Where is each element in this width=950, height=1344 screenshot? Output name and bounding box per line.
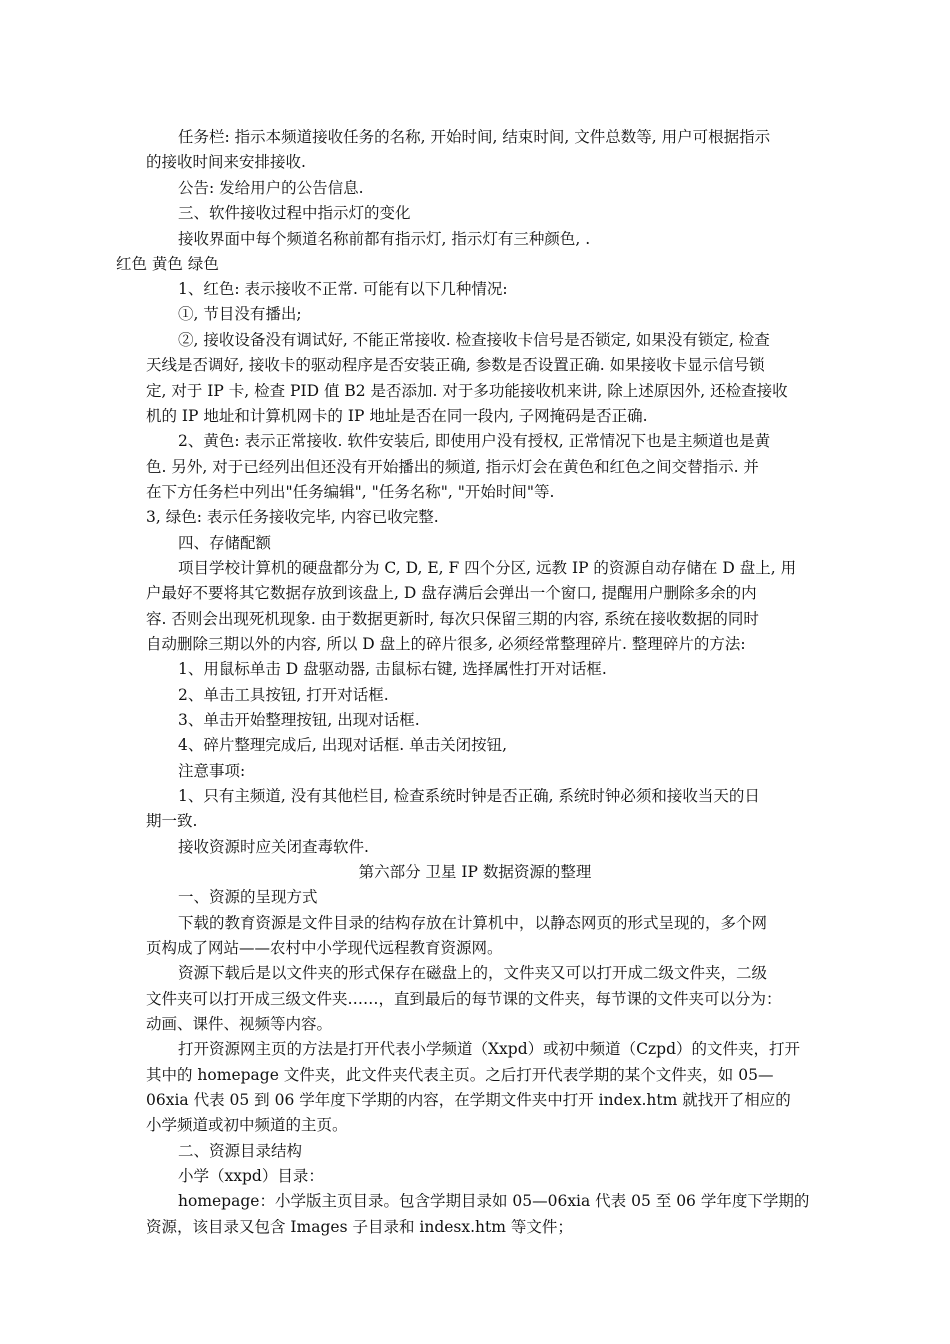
text-line: 1、用鼠标单击 D 盘驱动器, 击鼠标右键, 选择属性打开对话框. [178, 660, 607, 678]
text-line: 色. 另外, 对于已经列出但还没有开始播出的频道, 指示灯会在黄色和红色之间交替指示. 并 [146, 458, 759, 476]
text-line: 小学（xxpd）目录： [178, 1167, 324, 1185]
text-line: 定, 对于 IP 卡, 检查 PID 值 B2 是否添加. 对于多功能接收机来讲, 除上述原因外, 还检查接收 [146, 382, 788, 400]
text-line: 在下方任务栏中列出"任务编辑", "任务名称", "开始时间"等. [146, 483, 555, 501]
text-line: 打开资源网主页的方法是打开代表小学频道（Xxpd）或初中频道（Czpd）的文件夹，打开 [178, 1040, 800, 1058]
text-line: 资源，该目录又包含 Images 子目录和 indesx.htm 等文件； [146, 1218, 573, 1236]
text-line: 自动删除三期以外的内容, 所以 D 盘上的碎片很多, 必须经常整理碎片. 整理碎片的方法: [146, 635, 746, 653]
text-line: 期一致. [146, 812, 198, 830]
text-line: ②, 接收设备没有调试好, 不能正常接收. 检查接收卡信号是否锁定, 如果没有锁定, 检查 [178, 331, 770, 349]
section-heading: 三、软件接收过程中指示灯的变化 [178, 204, 411, 222]
text-line: 接收界面中每个频道名称前都有指示灯, 指示灯有三种颜色, . [178, 230, 591, 248]
text-line: 3、单击开始整理按钮, 出现对话框. [178, 711, 420, 729]
text-line: 注意事项: [178, 762, 246, 780]
text-line: 户最好不要将其它数据存放到该盘上, D 盘存满后会弹出一个窗口, 提醒用户删除多余的内 [146, 584, 757, 602]
text-line: 容. 否则会出现死机现象. 由于数据更新时, 每次只保留三期的内容, 系统在接收数据的同时 [146, 610, 759, 628]
text-line: 任务栏: 指示本频道接收任务的名称, 开始时间, 结束时间, 文件总数等, 用户可根据指示 [178, 128, 771, 146]
text-line: 动画、课件、视频等内容。 [146, 1015, 333, 1033]
text-line: 1、只有主频道, 没有其他栏目, 检查系统时钟是否正确, 系统时钟必须和接收当天的日 [178, 787, 760, 805]
text-line: 2、单击工具按钮, 打开对话框. [178, 686, 389, 704]
text-line: homepage：小学版主页目录。包含学期目录如 05—06xia 代表 05 至 06 学年度下学期的 [178, 1192, 810, 1210]
text-line: ①, 节目没有播出; [178, 305, 302, 323]
part-title: 第六部分 卫星 IP 数据资源的整理 [358, 863, 592, 881]
text-line: 06xia 代表 05 到 06 学年度下学期的内容，在学期文件夹中打开 index.htm 就找开了相应的 [146, 1091, 791, 1109]
text-line: 的接收时间来安排接收. [146, 153, 306, 171]
text-line: 4、碎片整理完成后, 出现对话框. 单击关闭按钮, [178, 736, 507, 754]
section-heading: 二、资源目录结构 [178, 1142, 303, 1160]
text-line: 小学频道或初中频道的主页。 [146, 1116, 348, 1134]
text-line: 公告: 发给用户的公告信息. [178, 179, 364, 197]
text-line: 接收资源时应关闭查毒软件. [178, 838, 369, 856]
text-line: 下载的教育资源是文件目录的结构存放在计算机中，以静态网页的形式呈现的，多个网 [178, 914, 768, 932]
text-line: 其中的 homepage 文件夹，此文件夹代表主页。之后打开代表学期的某个文件夹，如 05— [146, 1066, 774, 1084]
text-line: 3, 绿色: 表示任务接收完毕, 内容已收完整. [146, 508, 439, 526]
text-line: 项目学校计算机的硬盘都分为 C, D, E, F 四个分区, 远教 IP 的资源自动存储在 D 盘上, 用 [178, 559, 797, 577]
text-line: 机的 IP 地址和计算机网卡的 IP 地址是否在同一段内, 子网掩码是否正确. [146, 407, 648, 425]
text-line: 天线是否调好, 接收卡的驱动程序是否安装正确, 参数是否设置正确. 如果接收卡显示信号锁 [146, 356, 765, 374]
section-heading: 一、资源的呈现方式 [178, 888, 318, 906]
text-line: 文件夹可以打开成三级文件夹……，直到最后的每节课的文件夹，每节课的文件夹可以分为： [146, 990, 782, 1008]
text-line: 页构成了网站——农村中小学现代远程教育资源网。 [146, 939, 503, 957]
text-line: 资源下载后是以文件夹的形式保存在磁盘上的，文件夹又可以打开成二级文件夹，二级 [178, 964, 768, 982]
text-line: 红色 黄色 绿色 [116, 255, 219, 273]
text-line: 2、黄色: 表示正常接收. 软件安装后, 即使用户没有授权, 正常情况下也是主频道也是黄 [178, 432, 771, 450]
section-heading: 四、存储配额 [178, 534, 272, 552]
text-line: 1、红色: 表示接收不正常. 可能有以下几种情况: [178, 280, 508, 298]
